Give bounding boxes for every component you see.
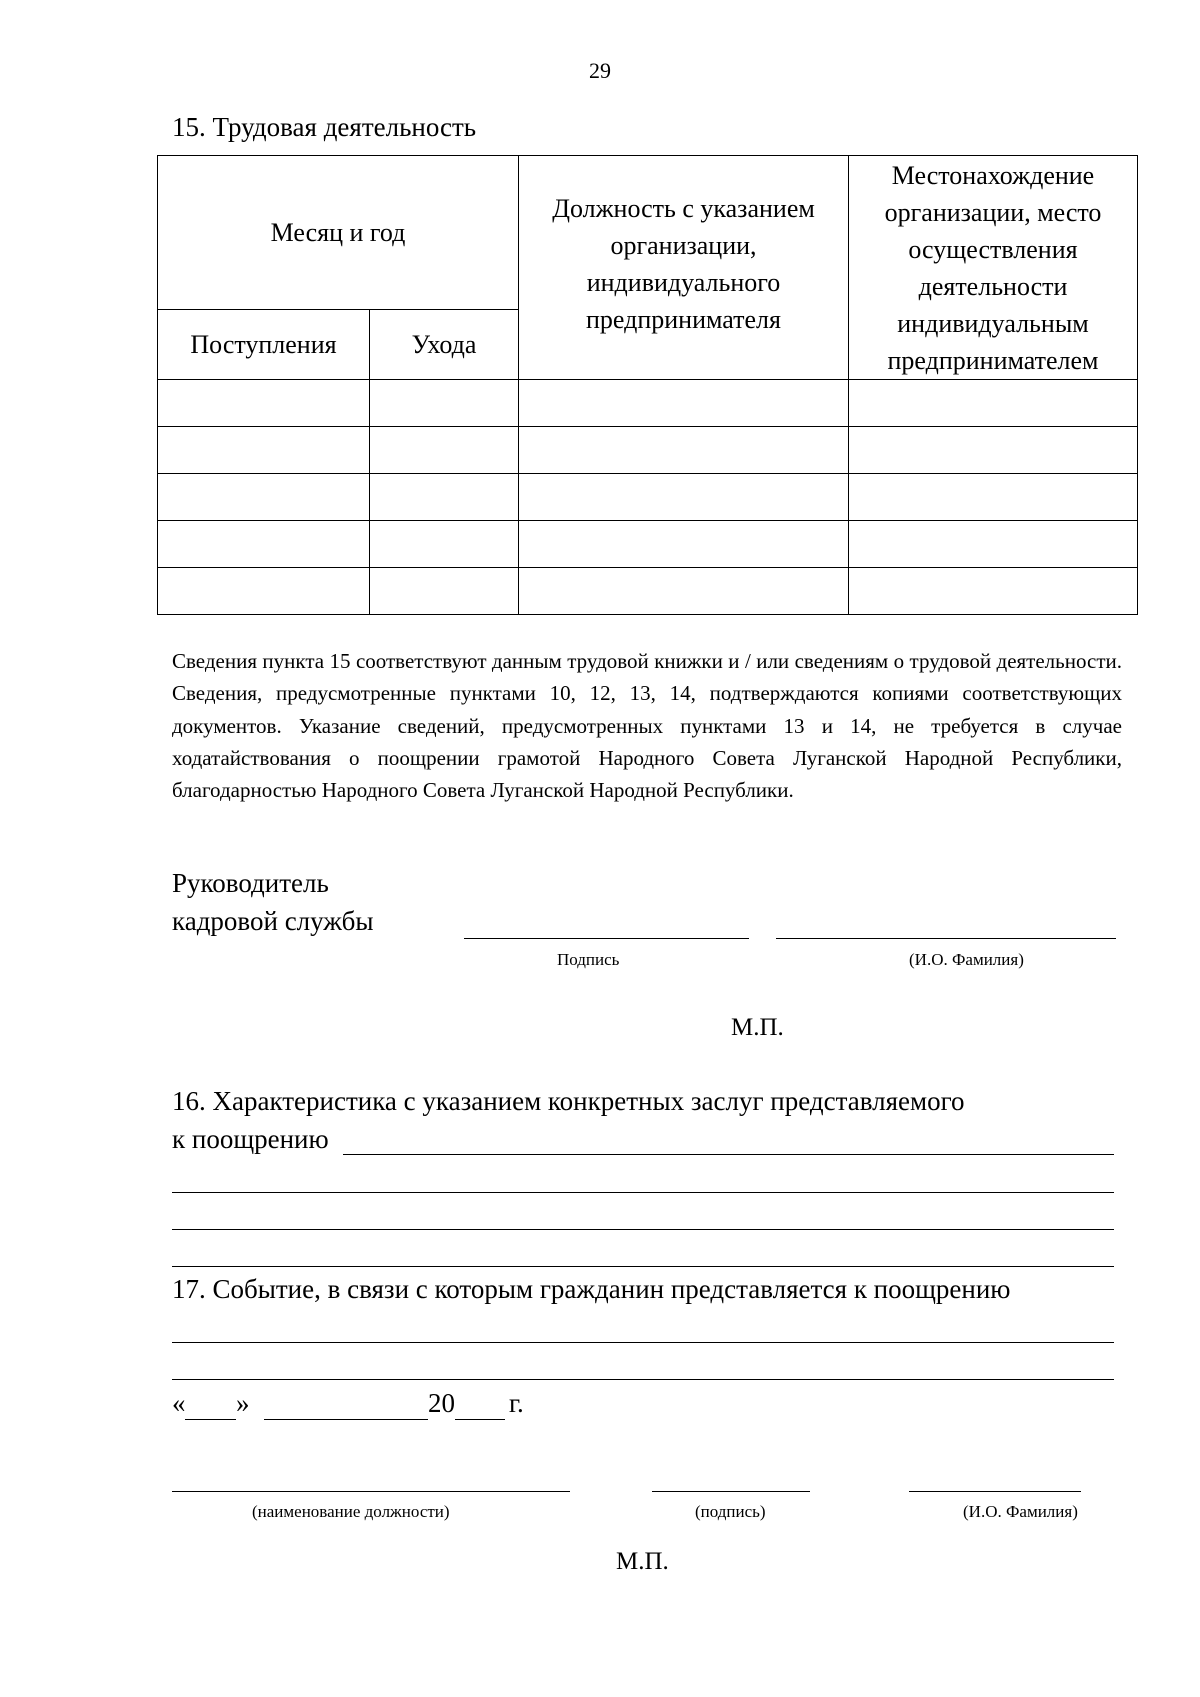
characteristic-line-1[interactable] (343, 1154, 1114, 1155)
date-month-line[interactable] (264, 1419, 428, 1420)
hr-label-line1: Руководитель (172, 868, 329, 898)
table-row (158, 427, 1138, 474)
table-cell[interactable] (158, 427, 370, 474)
table-cell[interactable] (519, 427, 849, 474)
section-16-title-line2: к поощрению (172, 1124, 329, 1154)
work-history-table (157, 155, 1138, 615)
date-year-line[interactable] (455, 1419, 505, 1420)
table-cell[interactable] (849, 474, 1138, 521)
table-cell[interactable] (370, 521, 519, 568)
date-close-quote: » (236, 1388, 250, 1418)
characteristic-line-3[interactable] (172, 1229, 1114, 1230)
table-row (158, 380, 1138, 427)
section-17-title: 17. Событие, в связи с которым гражданин представляется к поощрению (172, 1274, 1011, 1304)
hr-stamp-label: М.П. (731, 1014, 784, 1041)
table-cell[interactable] (370, 427, 519, 474)
table-cell[interactable] (158, 380, 370, 427)
table-cell[interactable] (849, 521, 1138, 568)
hr-label-line2: кадровой службы (172, 906, 374, 936)
event-line-1[interactable] (172, 1342, 1114, 1343)
table-row (158, 474, 1138, 521)
hr-caption-name: (И.О. Фамилия) (909, 950, 1024, 969)
date-day-line[interactable] (185, 1419, 236, 1420)
table-row (158, 521, 1138, 568)
final-signature-line[interactable] (652, 1491, 810, 1492)
hr-name-line[interactable] (776, 938, 1116, 939)
final-caption-signature: (подпись) (695, 1502, 766, 1521)
header-location: Местонахождение организации, место осуществления деятельности индивидуальным предпринимателем (849, 156, 1138, 380)
header-position: Должность с указанием организации, индивидуального предпринимателя (519, 156, 849, 380)
table-cell[interactable] (158, 474, 370, 521)
characteristic-line-4[interactable] (172, 1266, 1114, 1267)
characteristic-line-2[interactable] (172, 1192, 1114, 1193)
table-cell[interactable] (370, 474, 519, 521)
table-cell[interactable] (519, 568, 849, 615)
date-year-prefix: 20 (428, 1388, 455, 1418)
final-caption-name: (И.О. Фамилия) (963, 1502, 1078, 1521)
header-month-year: Месяц и год (158, 156, 519, 310)
section-16-title-line1: 16. Характеристика с указанием конкретных заслуг представляемого (172, 1086, 965, 1116)
date-open-quote: « (172, 1388, 186, 1418)
final-caption-position: (наименование должности) (252, 1502, 450, 1521)
table-cell[interactable] (158, 521, 370, 568)
table-cell[interactable] (519, 474, 849, 521)
table-cell[interactable] (519, 380, 849, 427)
header-start: Поступления (158, 310, 370, 380)
table-cell[interactable] (158, 568, 370, 615)
page-number: 29 (589, 58, 611, 83)
section-15-note: Сведения пункта 15 соответствуют данным трудовой книжки и / или сведениям о трудовой деятельности. Сведения, предусмотренные пунктами 10, 12, 13, 14, подтверждаются копиями соответствующих документов. Указание сведений, предусмотренных пунктами 13 и 14, не требуется в случае ходатайствования о поощрении грамотой Народного Совета Луганской Народной Республики, благодарностью Народного Совета Луганской Народной Республики. (172, 649, 1122, 803)
final-stamp-label: М.П. (616, 1548, 669, 1575)
header-end: Ухода (370, 310, 519, 380)
table-cell[interactable] (370, 380, 519, 427)
table-cell[interactable] (519, 521, 849, 568)
table-cell[interactable] (849, 380, 1138, 427)
event-line-2[interactable] (172, 1379, 1114, 1380)
final-position-line[interactable] (172, 1491, 570, 1492)
hr-caption-signature: Подпись (557, 950, 620, 969)
table-cell[interactable] (370, 568, 519, 615)
date-year-suffix: г. (509, 1388, 524, 1418)
table-cell[interactable] (849, 427, 1138, 474)
hr-signature-line[interactable] (464, 938, 749, 939)
table-row (158, 568, 1138, 615)
section-15-title: 15. Трудовая деятельность (172, 112, 477, 142)
table-cell[interactable] (849, 568, 1138, 615)
final-name-line[interactable] (909, 1491, 1081, 1492)
